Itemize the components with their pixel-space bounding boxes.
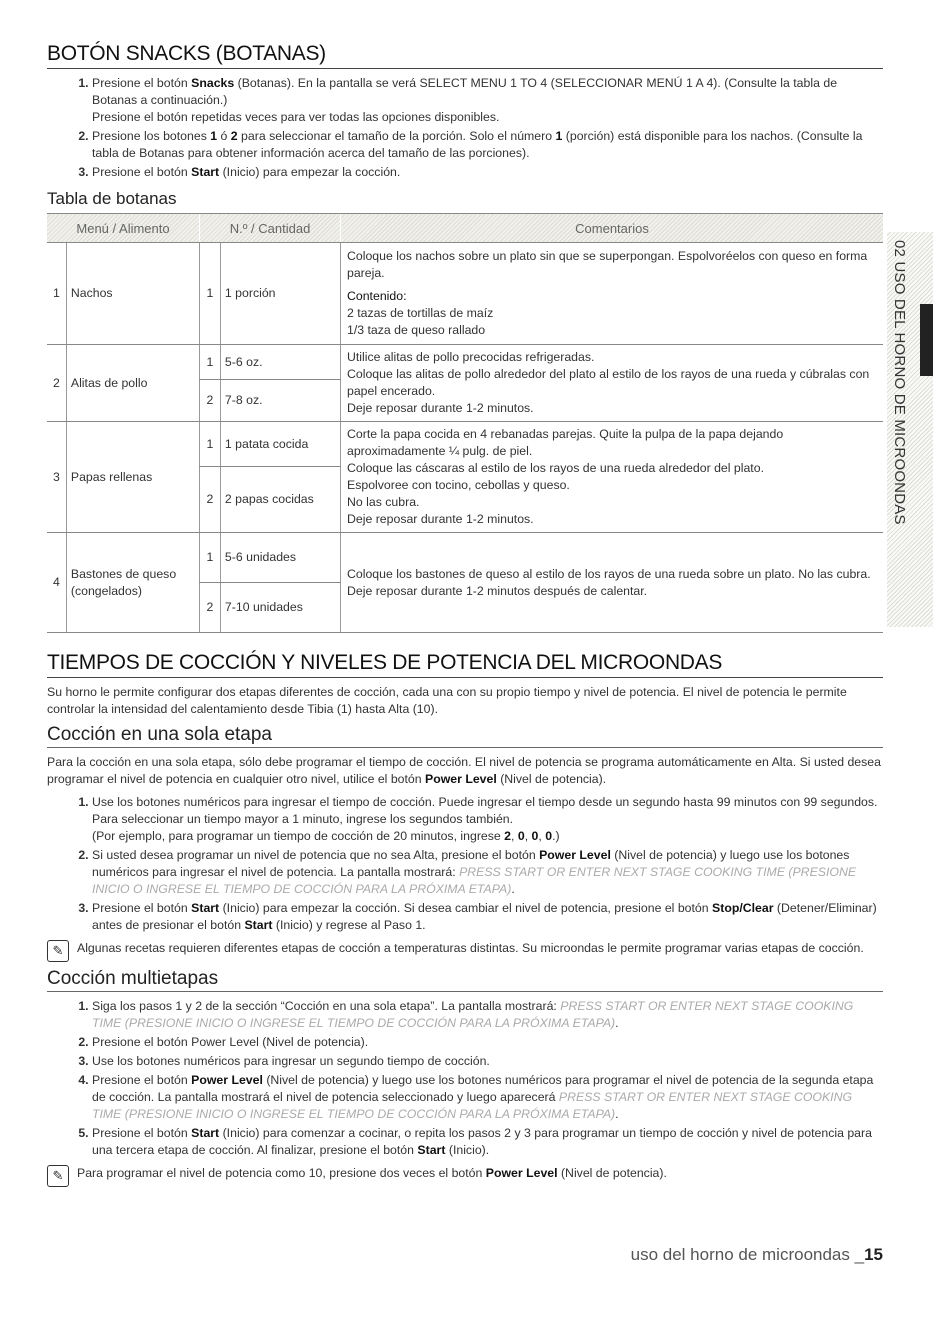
qty-value: 1 porción [220, 243, 340, 345]
note-icon: ✎ [47, 940, 69, 962]
table-header-row [47, 214, 883, 243]
row-number: 4 [47, 533, 66, 633]
list-item: 1. Presione el botón Snacks (Botanas). En la pantalla se verá SELECT MENU 1 TO 4 (SELECCIONAR MENÚ 1 A 4). (Consulte la tabla de Botanas a continuación.) Presione el botón repetidas veces para ver todas las opciones disponibles. [92, 75, 883, 126]
list-item: 3. Use los botones numéricos para ingresar un segundo tiempo de cocción. [92, 1053, 883, 1070]
note-text: Para programar el nivel de potencia como 10, presione dos veces el botón Power Level (Nivel de potencia). [77, 1166, 667, 1180]
list-item: 5. Presione el botón Start (Inicio) para comenzar a cocinar, o repita los pasos 2 y 3 para programar un tiempo de cocción y nivel de potencia para una tercera etapa de cocción. Al finalizar, presione el botón Start (Inicio). [92, 1125, 883, 1159]
single-stage-intro: Para la cocción en una sola etapa, sólo debe programar el tiempo de cocción. El nivel de potencia se programa automáticamente en Alta. Si usted desea programar el nivel de potencia en cualquier otro nivel, utilice el botón Power Level (Nivel de potencia). [47, 755, 881, 786]
food-name: Papas rellenas [66, 422, 199, 533]
qty-number: 2 [200, 380, 221, 422]
food-name: Nachos [66, 243, 199, 345]
multistage-steps [47, 998, 883, 1159]
intro-paragraph: Su horno le permite configurar dos etapas diferentes de cocción, cada una con su propio tiempo y nivel de potencia. El nivel de potencia le permite controlar la intensidad del calentamiento desde Tibia (1) hasta Alta (10). [47, 685, 847, 716]
qty-value: 1 patata cocida [220, 422, 340, 467]
chapter-marker [920, 304, 933, 376]
single-stage-steps [47, 794, 883, 934]
page-number: 15 [864, 1245, 883, 1264]
list-item: 2. Presione los botones 1 ó 2 para seleccionar el tamaño de la porción. Solo el número 1 (porción) está disponible para los nachos. (Consulte la tabla de Botanas para obtener información acerca del tamaño de las porciones). [92, 128, 883, 162]
comments-cell: Coloque los bastones de queso al estilo de los rayos de una rueda sobre un plato. No las cubra. Deje reposar durante 1-2 minutos después de calentar. [341, 533, 884, 633]
qty-number: 1 [200, 345, 221, 380]
table-row [47, 345, 883, 380]
snacks-table [47, 213, 883, 633]
chapter-label: 02 USO DEL HORNO DE MICROONDAS [891, 240, 908, 525]
note-text: Algunas recetas requieren diferentes etapas de cocción a temperaturas distintas. Su microondas le permite programar varias etapas de cocción. [77, 941, 864, 955]
row-number: 2 [47, 345, 66, 422]
subsection-title-single-stage: Cocción en una sola etapa [47, 724, 883, 748]
list-item: 4. Presione el botón Power Level (Nivel de potencia) y luego use los botones numéricos para programar el nivel de potencia de la segunda etapa de cocción. La pantalla mostrará el nivel de potencia seleccionado y luego aparecerá PRESS START OR ENTER NEXT STAGE COOKING TIME (PRESIONE INICIO O INGRESE EL TIEMPO DE COCCIÓN PARA LA PRÓXIMA ETAPA). [92, 1072, 883, 1123]
table-row [47, 533, 883, 583]
qty-value: 2 papas cocidas [220, 467, 340, 533]
food-name: Alitas de pollo [66, 345, 199, 422]
page-content [47, 0, 883, 1193]
qty-value: 5-6 oz. [220, 345, 340, 380]
qty-value: 5-6 unidades [220, 533, 340, 583]
header-menu: Menú / Alimento [47, 214, 200, 243]
display-message: PRESS START OR ENTER NEXT STAGE COOKING TIME (PRESIONE INICIO O INGRESE EL TIEMPO DE COCCIÓN PARA LA PRÓXIMA ETAPA) [92, 865, 857, 896]
chapter-side-tab [887, 232, 933, 627]
header-quantity: N.º / Cantidad [200, 214, 341, 243]
row-number: 3 [47, 422, 66, 533]
table-row [47, 243, 883, 345]
list-item: 2. Si usted desea programar un nivel de potencia que no sea Alta, presione el botón Power Level (Nivel de potencia) y luego use los botones numéricos para ingresar el nivel de potencia. La pantalla mostrará: PRESS START OR ENTER NEXT STAGE COOKING TIME (PRESIONE INICIO O INGRESE EL TIEMPO DE COCCIÓN PARA LA PRÓXIMA ETAPA). [92, 847, 883, 898]
comments-cell: Coloque los nachos sobre un plato sin que se superpongan. Espolvoréelos con queso en forma pareja. Contenido: 2 tazas de tortillas de maíz 1/3 taza de queso rallado [341, 243, 884, 345]
qty-value: 7-8 oz. [220, 380, 340, 422]
table-row [47, 422, 883, 467]
subsection-title-multistage: Cocción multietapas [47, 968, 883, 992]
section-title-cooking-times: TIEMPOS DE COCCIÓN Y NIVELES DE POTENCIA DEL MICROONDAS [47, 651, 883, 678]
table-title: Tabla de botanas [47, 189, 177, 208]
comments-cell: Utilice alitas de pollo precocidas refrigeradas. Coloque las alitas de pollo alrededor del plato al estilo de los rayos de una rueda y cúbralas con papel encerado. Deje reposar durante 1-2 minutos. [341, 345, 884, 422]
note-2 [47, 1165, 883, 1187]
header-comments: Comentarios [341, 214, 884, 243]
list-item: 1. Use los botones numéricos para ingresar el tiempo de cocción. Puede ingresar el tiempo desde un segundo hasta 99 minutos con 99 segundos. Para seleccionar un tiempo mayor a 1 minuto, ingrese los segundos también. (Por ejemplo, para programar un tiempo de cocción de 20 minutos, ingrese 2, 0, 0, 0.) [92, 794, 883, 845]
note-icon: ✎ [47, 1165, 69, 1187]
qty-number: 1 [200, 243, 221, 345]
page-footer: uso del horno de microondas _15 [630, 1245, 883, 1264]
qty-number: 2 [200, 467, 221, 533]
list-item: 3. Presione el botón Start (Inicio) para empezar la cocción. [92, 164, 883, 181]
note-1 [47, 940, 883, 962]
food-name: Bastones de queso (congelados) [66, 533, 199, 633]
display-message: PRESS START OR ENTER NEXT STAGE COOKING TIME (PRESIONE INICIO O INGRESE EL TIEMPO DE COCCIÓN PARA LA PRÓXIMA ETAPA) [92, 1090, 853, 1121]
qty-number: 1 [200, 533, 221, 583]
comments-cell: Corte la papa cocida en 4 rebanadas parejas. Quite la pulpa de la papa dejando aproximadamente ¼ pulg. de piel. Coloque las cáscaras al estilo de los rayos de una rueda alrededor del plato. Espolvoree con tocino, cebollas y queso. No las cubra. Deje reposar durante 1-2 minutos. [341, 422, 884, 533]
qty-value: 7-10 unidades [220, 583, 340, 633]
section-title-snacks: BOTÓN SNACKS (BOTANAS) [47, 42, 883, 69]
snacks-steps [47, 75, 883, 181]
row-number: 1 [47, 243, 66, 345]
qty-number: 2 [200, 583, 221, 633]
list-item: 1. Siga los pasos 1 y 2 de la sección “Cocción en una sola etapa”. La pantalla mostrará: PRESS START OR ENTER NEXT STAGE COOKING TIME (PRESIONE INICIO O INGRESE EL TIEMPO DE COCCIÓN PARA LA PRÓXIMA ETAPA). [92, 998, 883, 1032]
list-item: 2. Presione el botón Power Level (Nivel de potencia). [92, 1034, 883, 1051]
list-item: 3. Presione el botón Start (Inicio) para empezar la cocción. Si desea cambiar el nivel de potencia, presione el botón Stop/Clear (Detener/Eliminar) antes de presionar el botón Start (Inicio) y regrese al Paso 1. [92, 900, 883, 934]
display-message: PRESS START OR ENTER NEXT STAGE COOKING TIME (PRESIONE INICIO O INGRESE EL TIEMPO DE COCCIÓN PARA LA PRÓXIMA ETAPA) [92, 999, 854, 1030]
qty-number: 1 [200, 422, 221, 467]
